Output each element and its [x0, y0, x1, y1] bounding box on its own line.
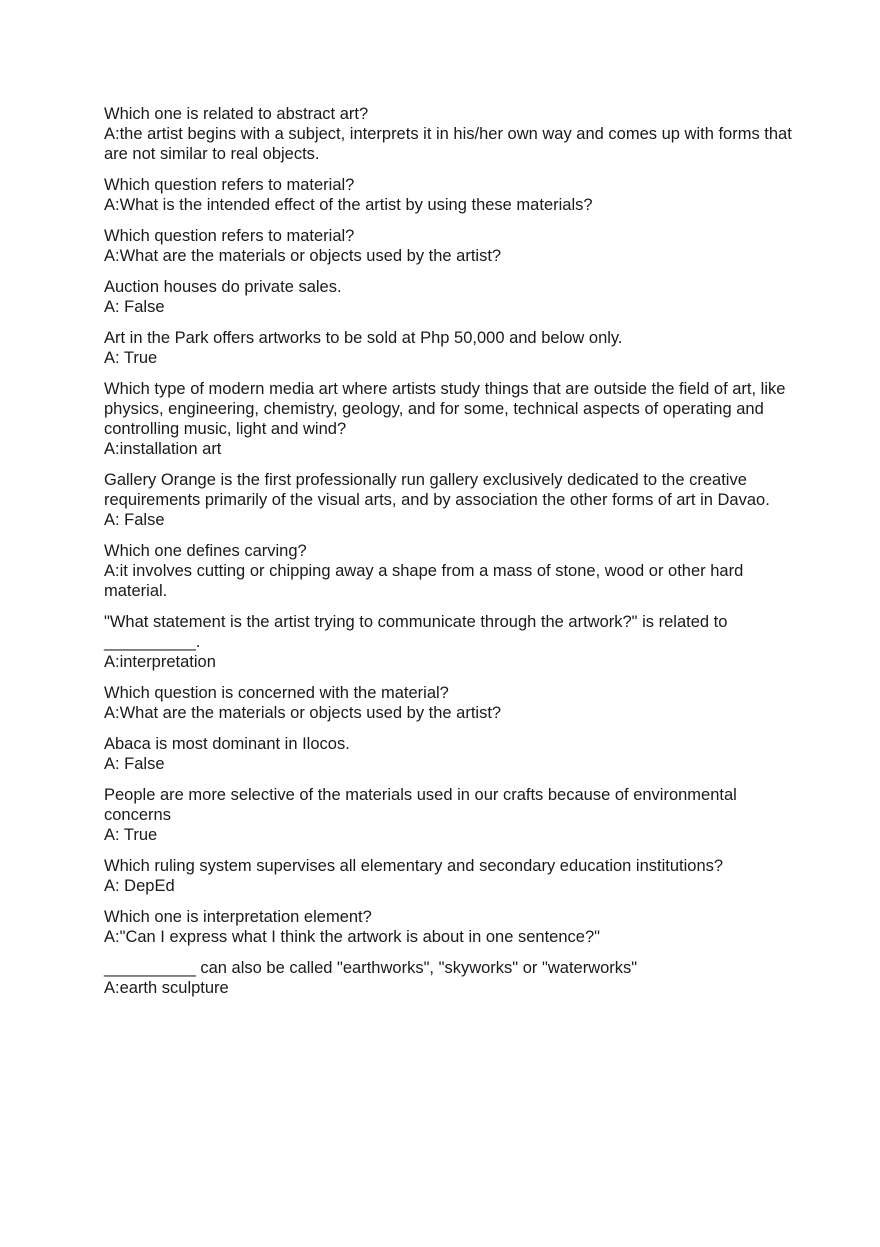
- answer-text: A:earth sculpture: [104, 979, 229, 997]
- qa-item: [104, 907, 794, 947]
- qa-item: [104, 856, 794, 896]
- qa-item: [104, 277, 794, 317]
- qa-item: [104, 175, 794, 215]
- answer-text: A:interpretation: [104, 653, 216, 671]
- question-text: Which one defines carving?: [104, 542, 307, 560]
- answer-text: A: False: [104, 755, 165, 773]
- question-text: "What statement is the artist trying to communicate through the artwork?" is related to __________.: [104, 613, 733, 651]
- question-text: Abaca is most dominant in Ilocos.: [104, 735, 350, 753]
- answer-text: A: True: [104, 826, 158, 844]
- answer-text: A: DepEd: [104, 877, 175, 895]
- qa-item: [104, 328, 794, 368]
- question-text: Which question refers to material?: [104, 227, 355, 245]
- qa-item: [104, 226, 794, 266]
- question-text: Which one is related to abstract art?: [104, 105, 369, 123]
- question-text: Auction houses do private sales.: [104, 278, 342, 296]
- qa-item: [104, 104, 797, 164]
- question-text: Which question is concerned with the material?: [104, 684, 449, 702]
- question-text: Which one is interpretation element?: [104, 908, 372, 926]
- question-text: People are more selective of the materials used in our crafts because of environmental concerns: [104, 786, 742, 824]
- answer-text: A:the artist begins with a subject, interprets it in his/her own way and comes up with forms that are not similar to real objects.: [104, 125, 797, 163]
- qa-item: [104, 379, 794, 459]
- document-page: [104, 104, 797, 1009]
- qa-item: [104, 541, 794, 601]
- answer-text: A:it involves cutting or chipping away a shape from a mass of stone, wood or other hard material.: [104, 562, 748, 600]
- answer-text: A: True: [104, 349, 158, 367]
- question-text: __________ can also be called "earthworks", "skyworks" or "waterworks": [104, 959, 638, 977]
- question-text: Which type of modern media art where artists study things that are outside the field of art, like physics, engineering, chemistry, geology, and for some, technical aspects of operating and controlling music, light and wind?: [104, 380, 791, 438]
- qa-item: [104, 470, 794, 530]
- qa-item: [104, 683, 794, 723]
- question-text: Which question refers to material?: [104, 176, 355, 194]
- answer-text: A:What are the materials or objects used by the artist?: [104, 704, 502, 722]
- question-text: Art in the Park offers artworks to be sold at Php 50,000 and below only.: [104, 329, 623, 347]
- answer-text: A:installation art: [104, 440, 222, 458]
- question-text: Which ruling system supervises all elementary and secondary education institutions?: [104, 857, 724, 875]
- answer-text: A: False: [104, 298, 165, 316]
- answer-text: A: False: [104, 511, 165, 529]
- question-text: Gallery Orange is the first professionally run gallery exclusively dedicated to the creative requirements primarily of the visual arts, and by association the other forms of art in Davao.: [104, 471, 770, 509]
- qa-item: [104, 958, 794, 998]
- answer-text: A:What are the materials or objects used by the artist?: [104, 247, 502, 265]
- qa-item: [104, 612, 794, 672]
- qa-item: [104, 785, 794, 845]
- answer-text: A:"Can I express what I think the artwork is about in one sentence?": [104, 928, 600, 946]
- answer-text: A:What is the intended effect of the artist by using these materials?: [104, 196, 593, 214]
- qa-item: [104, 734, 794, 774]
